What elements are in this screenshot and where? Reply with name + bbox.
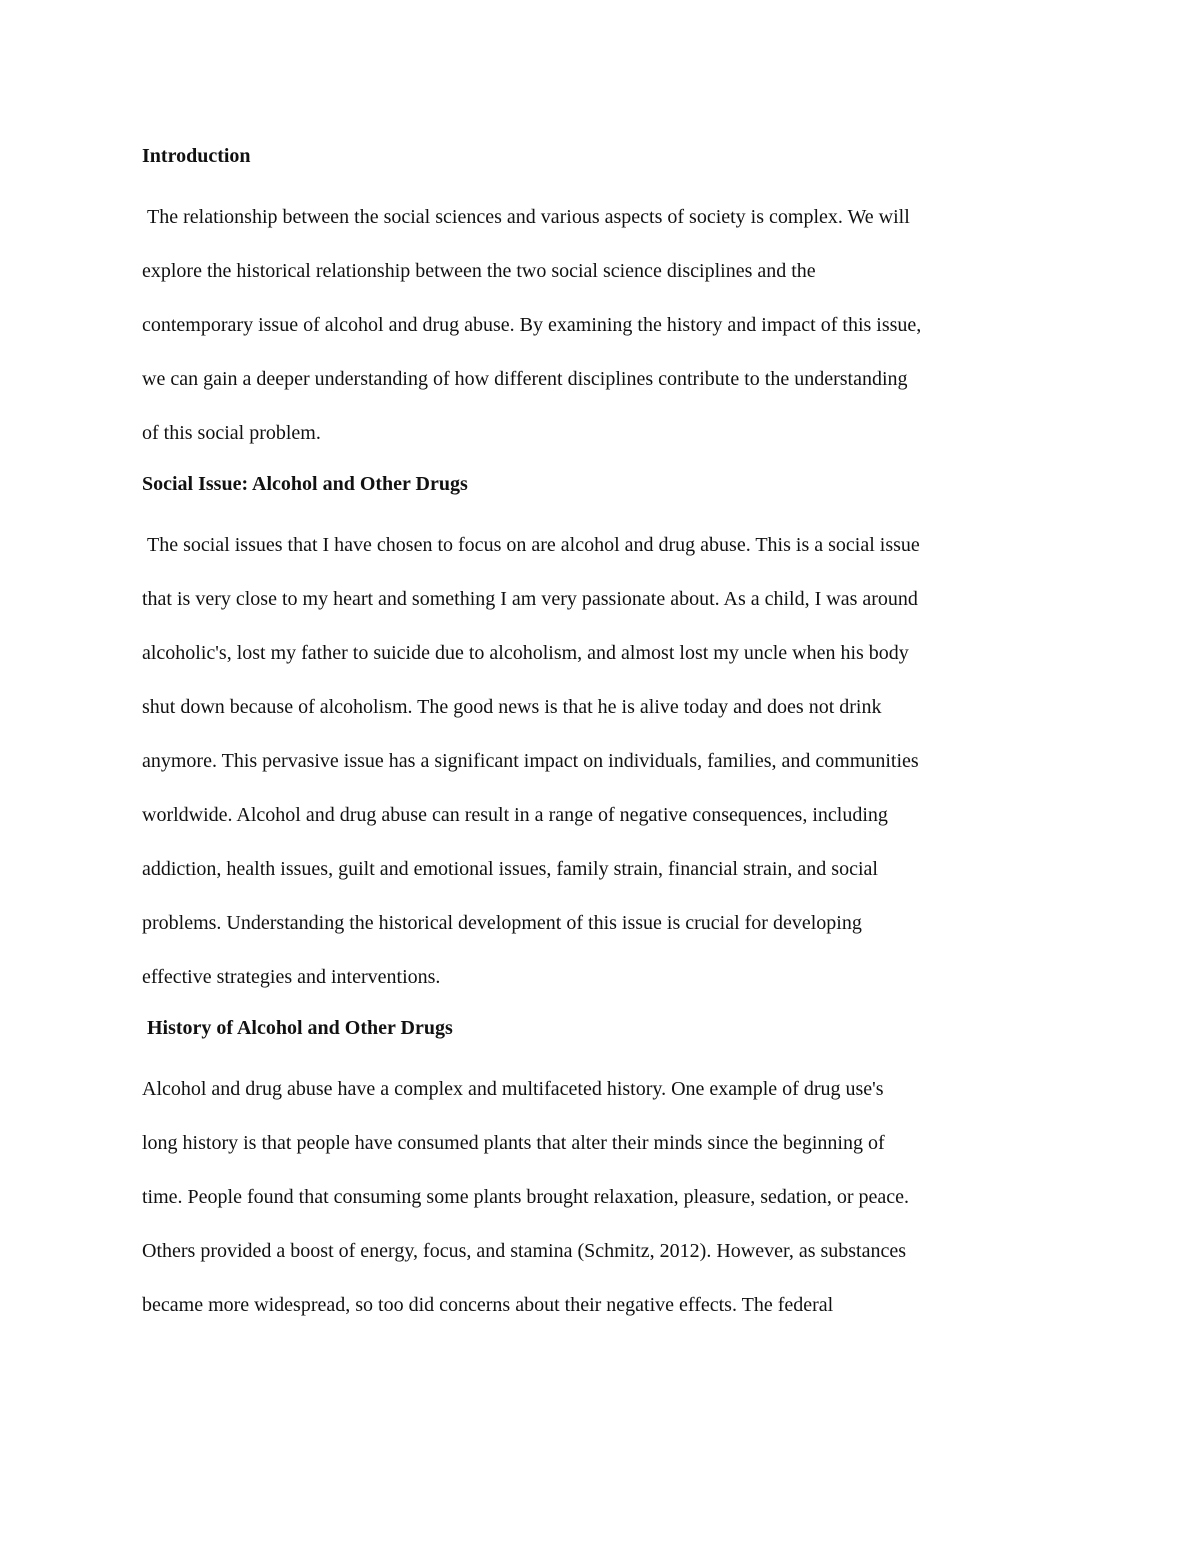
paragraph-line: that is very close to my heart and something I am very passionate about. As a child, I was around [142, 588, 918, 610]
paragraph-line: The relationship between the social sciences and various aspects of society is complex. We will [147, 206, 910, 228]
heading-history: History of Alcohol and Other Drugs [147, 1017, 453, 1039]
paragraph-introduction [142, 190, 1072, 460]
paragraph-line: Others provided a boost of energy, focus, and stamina (Schmitz, 2012). However, as substances [142, 1240, 907, 1262]
document-body [142, 136, 1072, 1336]
paragraph-line: addiction, health issues, guilt and emotional issues, family strain, financial strain, and social [142, 858, 878, 880]
paragraph-line: long history is that people have consumed plants that alter their minds since the beginning of [142, 1132, 885, 1154]
paragraph-line: of this social problem. [142, 422, 321, 444]
paragraph-social-issue [142, 518, 1072, 1004]
paragraph-line: problems. Understanding the historical development of this issue is crucial for developing [142, 912, 862, 934]
paragraph-line: became more widespread, so too did concerns about their negative effects. The federal [142, 1294, 834, 1316]
paragraph-line: contemporary issue of alcohol and drug abuse. By examining the history and impact of this issue, [142, 314, 922, 336]
paragraph-line: shut down because of alcoholism. The good news is that he is alive today and does not drink [142, 696, 882, 718]
paragraph-line: The social issues that I have chosen to focus on are alcohol and drug abuse. This is a social issue [147, 534, 920, 556]
heading-introduction: Introduction [142, 145, 251, 167]
paragraph-line: effective strategies and interventions. [142, 966, 441, 988]
paragraph-line: alcoholic's, lost my father to suicide due to alcoholism, and almost lost my uncle when his body [142, 642, 909, 664]
paragraph-line: worldwide. Alcohol and drug abuse can result in a range of negative consequences, including [142, 804, 888, 826]
paragraph-line: Alcohol and drug abuse have a complex and multifaceted history. One example of drug use's [142, 1078, 884, 1100]
paragraph-line: anymore. This pervasive issue has a significant impact on individuals, families, and communities [142, 750, 919, 772]
paragraph-line: explore the historical relationship between the two social science disciplines and the [142, 260, 816, 282]
paragraph-line: time. People found that consuming some plants brought relaxation, pleasure, sedation, or peace. [142, 1186, 910, 1208]
paragraph-history [142, 1062, 1072, 1332]
paragraph-line: we can gain a deeper understanding of how different disciplines contribute to the understanding [142, 368, 908, 390]
heading-social-issue: Social Issue: Alcohol and Other Drugs [142, 473, 468, 495]
